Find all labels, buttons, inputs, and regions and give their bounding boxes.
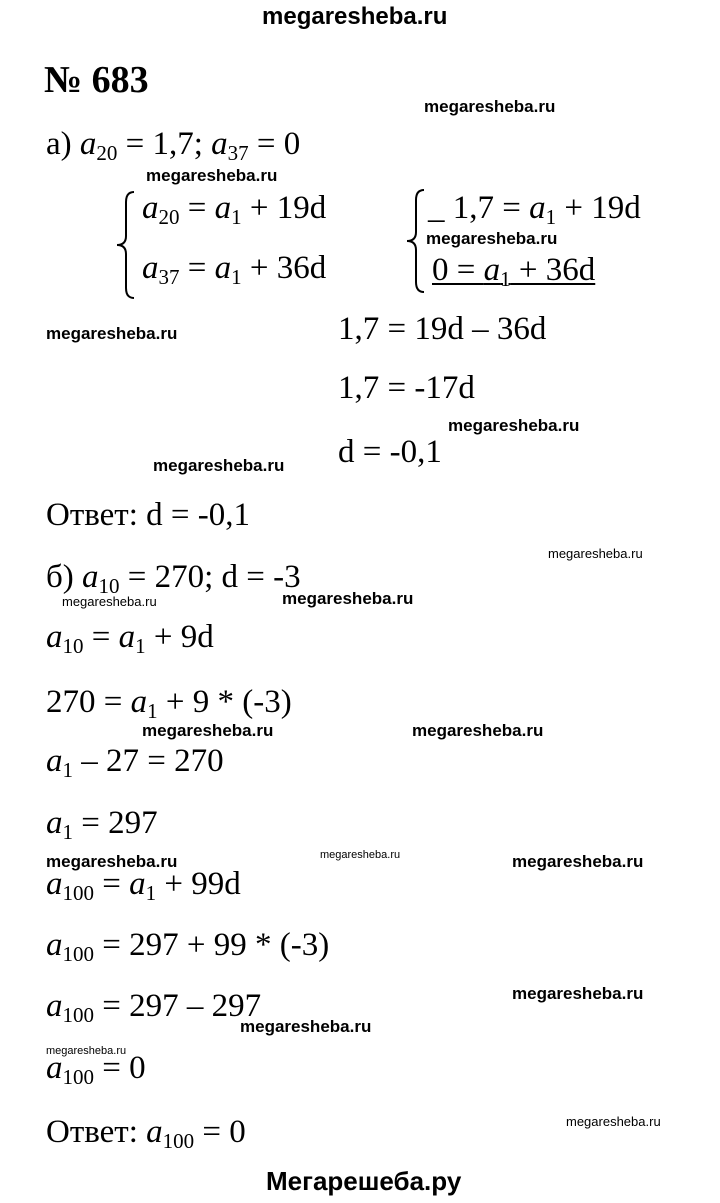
math-variable: a — [214, 190, 232, 226]
system-right-eq-2: $0 = a_1 + 36d$ — [432, 252, 596, 291]
math-subscript: 100 — [62, 1003, 94, 1027]
math-subscript: 1 — [147, 699, 158, 723]
line-3: $a_1 - 27 = 270$ — [46, 743, 224, 782]
math-subscript: 1 — [135, 634, 146, 658]
math-variable: a — [483, 252, 501, 288]
math-subscript: 100 — [162, 1129, 195, 1153]
watermark-top: megaresheba.ru — [262, 3, 448, 30]
math-subscript: 100 — [62, 942, 94, 966]
math-variable: a — [46, 866, 63, 902]
math-variable: a — [142, 250, 159, 286]
watermark: megaresheba.ru — [62, 594, 157, 609]
footer-brand: Мегарешеба.ру — [266, 1166, 462, 1196]
system-right-eq-1: _ $1,7 = a_1 + 19d$ — [428, 190, 641, 229]
math-variable: a — [46, 1050, 63, 1086]
math-subscript: 10 — [98, 574, 120, 598]
watermark: megaresheba.ru — [448, 416, 580, 435]
math-variable: a — [214, 250, 232, 286]
watermark: megaresheba.ru — [240, 1017, 372, 1036]
watermark: megaresheba.ru — [320, 849, 401, 861]
watermark: megaresheba.ru — [142, 721, 274, 740]
math-variable: a — [211, 126, 228, 162]
math-variable: a — [82, 559, 99, 595]
watermark: megaresheba.ru — [512, 852, 644, 871]
watermark: megaresheba.ru — [426, 229, 558, 248]
system-left-eq-2: $a_{37} = a_1 + 36d$ — [142, 250, 327, 289]
watermark: megaresheba.ru — [548, 546, 643, 561]
watermark: megaresheba.ru — [146, 166, 278, 185]
math-variable: a — [46, 988, 63, 1024]
line-5: $a_{100} = a_1 + 99d$ — [46, 866, 241, 905]
system-left-eq-1: $a_{20} = a_1 + 19d$ — [142, 190, 327, 229]
line-1: $a_{10} = a_1 + 9d$ — [46, 619, 214, 658]
problem-number: № 683 — [44, 59, 149, 101]
line-4: $a_1 = 297$ — [46, 805, 158, 844]
math-subscript: 10 — [62, 634, 84, 658]
math-variable: a — [46, 619, 63, 655]
math-subscript: 1 — [145, 881, 157, 905]
math-subscript: 1 — [62, 820, 73, 844]
math-variable: a — [529, 190, 546, 226]
math-subscript: 1 — [500, 267, 511, 291]
step-3: d = -0,1 — [338, 434, 442, 470]
math-subscript: 20 — [96, 141, 118, 165]
answer-a: Ответ: d = -0,1 — [46, 497, 250, 533]
math-subscript: 1 — [231, 205, 242, 229]
math-variable: a — [46, 743, 63, 779]
answer-b: Ответ: $a_{100} = 0$ — [46, 1114, 246, 1153]
math-variable: a — [146, 1114, 163, 1150]
line-8: $a_{100} = 0$ — [46, 1050, 146, 1089]
line-6: $a_{100} = 297 + 99 * (-3)$ — [46, 927, 330, 966]
watermark: megaresheba.ru — [282, 589, 414, 608]
part-b-header: б) $a_{10} = 270$; d = -3 — [46, 559, 301, 598]
watermark: megaresheba.ru — [153, 456, 285, 475]
math-subscript: 1 — [62, 758, 73, 782]
watermark: megaresheba.ru — [46, 852, 178, 871]
watermark: megaresheba.ru — [566, 1114, 661, 1129]
watermark: megaresheba.ru — [512, 984, 644, 1003]
line-7: $a_{100} = 297 - 297$ — [46, 988, 262, 1027]
math-subscript: 37 — [158, 265, 180, 289]
watermark: megaresheba.ru — [46, 1045, 127, 1057]
math-variable: a — [79, 126, 97, 162]
left-system-brace — [114, 190, 136, 300]
watermark: megaresheba.ru — [412, 721, 544, 740]
right-system-brace — [404, 188, 426, 294]
line-2: $270 = a_1 + 9 * (-3)$ — [46, 684, 292, 723]
math-subscript: 1 — [231, 265, 242, 289]
math-subscript: 20 — [158, 205, 180, 229]
math-variable: a — [142, 190, 159, 226]
math-subscript: 100 — [62, 1065, 94, 1089]
math-subscript: 100 — [62, 881, 94, 905]
math-subscript: 1 — [545, 205, 557, 229]
math-variable: a — [118, 619, 136, 655]
math-variable: a — [46, 927, 63, 963]
math-subscript: 37 — [227, 141, 249, 165]
step-1: 1,7 = 19d – 36d — [338, 311, 547, 347]
part-a-header: а) $a_{20} = 1,7$; $a_{37} = 0$ — [46, 126, 301, 165]
math-variable: a — [129, 866, 146, 902]
watermark: megaresheba.ru — [424, 97, 556, 116]
math-variable: a — [46, 805, 63, 841]
step-2: 1,7 = -17d — [338, 370, 475, 406]
watermark: megaresheba.ru — [46, 324, 178, 343]
math-variable: a — [130, 684, 148, 720]
